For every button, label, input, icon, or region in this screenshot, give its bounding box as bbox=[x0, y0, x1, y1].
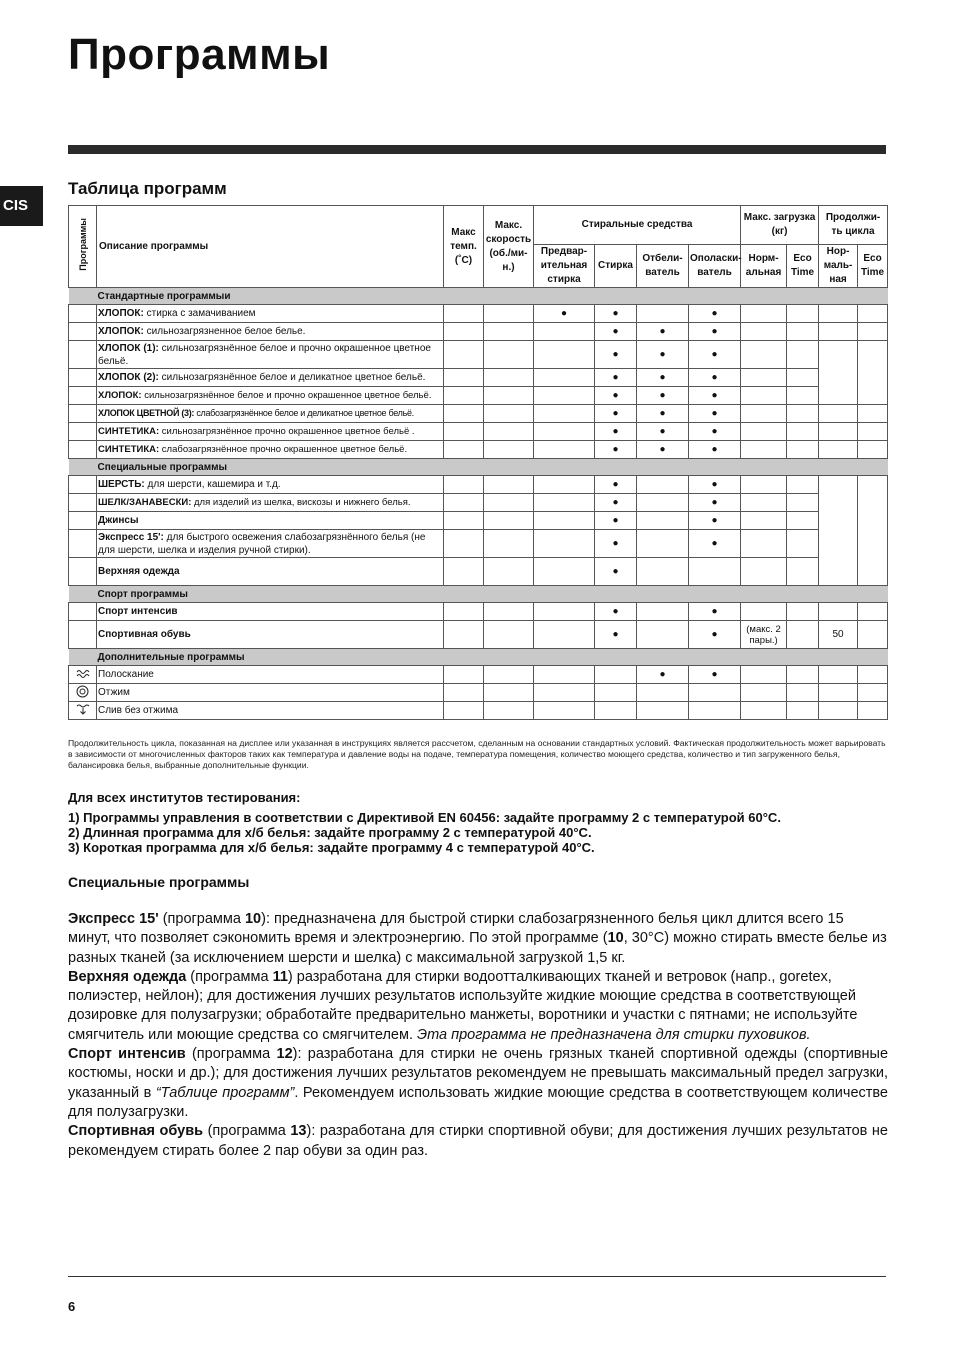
col-programs-header: Программы bbox=[69, 206, 97, 288]
table-row: Джинсы ● ● bbox=[69, 512, 888, 530]
table-row: Слив без отжима bbox=[69, 702, 888, 720]
section-row-extra: Дополнительные программы bbox=[69, 649, 888, 666]
table-row: Спорт интенсив ● ● bbox=[69, 603, 888, 621]
table-row: ХЛОПОК (2): сильнозагрязнённое белое и деликатное цветное бельё. ● ● ● bbox=[69, 369, 888, 387]
table-row: ХЛОПОК (1): сильнозагрязнённое белое и прочно окрашенное цветное бельё. ● ● ● bbox=[69, 341, 888, 369]
table-row: ХЛОПОК: сильнозагрязнённое белое и прочно окрашенное цветное бельё. ● ● ● bbox=[69, 387, 888, 405]
col-desc-header: Описание программы bbox=[97, 206, 444, 288]
region-tab: CIS bbox=[0, 186, 43, 226]
table-row: ХЛОПОК: стирка с замачиванием ● ● ● bbox=[69, 305, 888, 323]
testing-heading: Для всех институтов тестирования: bbox=[68, 790, 301, 805]
table-row: Спортивная обувь ● ● (макс. 2 пары.) 50 bbox=[69, 621, 888, 649]
duration-note: Продолжительность цикла, показанная на дисплее или указанная в инструкциях является рассчетом, сделанным на основании стандартных условий. Фактическая продолжительность может варьировать в зависимости от многочисленных факторов таких как температура и давление воды на подаче, температура помещения, количество моющего средства, количество и тип загруженного белья, балансировка белья, выбранные дополнительные функции. bbox=[68, 738, 886, 770]
table-row: Отжим bbox=[69, 684, 888, 702]
special-programs-text bbox=[68, 910, 888, 1161]
col-duration-header: Продолжи- ть цикла bbox=[819, 206, 888, 245]
col-prewash-header: Предвар- ительная стирка bbox=[534, 245, 595, 288]
paragraph-sport-shoes: Спортивная обувь (программа 13): разработана для стирки спортивной обуви; для достижения лучших результатов не рекомендуем стирать более 2 пар обуви за один раз. bbox=[68, 1123, 888, 1159]
col-temp-header: Макс темп. (˚С) bbox=[444, 206, 484, 288]
table-row: ШЕРСТЬ: для шерсти, кашемира и т.д. ● ● bbox=[69, 476, 888, 494]
col-wash-header: Стирка bbox=[595, 245, 637, 288]
table-row: СИНТЕТИКА: сильнозагрязнённое прочно окрашенное цветное бельё . ● ● ● bbox=[69, 423, 888, 441]
col-dur-eco-header: Eco Time bbox=[858, 245, 888, 288]
testing-line-1: 1) Программы управления в соответствии с Директивой EN 60456: задайте программу 2 с температурой 60°C. bbox=[68, 810, 781, 825]
table-row: Экспресс 15': для быстрого освежения слабозагрязнённого белья (не для шерсти, шелка и изделия ручной стирки). ● ● bbox=[69, 530, 888, 558]
table-row: Полоскание ● ● bbox=[69, 666, 888, 684]
section-row-standard: Стандартные программыи bbox=[69, 288, 888, 305]
spin-icon bbox=[69, 684, 97, 702]
table-row: Верхняя одежда ● bbox=[69, 558, 888, 586]
testing-line-3: 3) Короткая программа для х/б белья: задайте программу 4 с температурой 40°C. bbox=[68, 840, 595, 855]
drain-icon bbox=[69, 702, 97, 720]
footer-divider bbox=[68, 1276, 886, 1277]
section-row-sport: Спорт программы bbox=[69, 586, 888, 603]
page-number: 6 bbox=[68, 1299, 76, 1314]
testing-line-2: 2) Длинная программа для х/б белья: задайте программу 2 с температурой 40°C. bbox=[68, 825, 592, 840]
section-title: Таблица программ bbox=[68, 179, 227, 198]
special-programs-heading: Специальные программы bbox=[68, 874, 250, 890]
paragraph-express: Экспресс 15' (программа 10): предназначена для быстрой стирки слабозагрязненного белья цикл длится всего 15 минут, что позволяет сэкономить время и электроэнергию. По этой программе (10, 30°C) можно стирать вместе белье из разных тканей (за исключением шерсти и шелка) с максимальной загрузкой 1,5 кг. bbox=[68, 911, 887, 966]
col-load-normal-header: Норм- альная bbox=[741, 245, 787, 288]
table-row: СИНТЕТИКА: слабозагрязнённое прочно окрашенное цветное бельё. ● ● ● bbox=[69, 441, 888, 459]
col-softener-header: Ополаски- ватель bbox=[689, 245, 741, 288]
table-row: ХЛОПОК: сильнозагрязненное белое белье. ● ● ● bbox=[69, 323, 888, 341]
page-title: Программы bbox=[68, 30, 331, 79]
col-detergents-header: Стиральные средства bbox=[534, 206, 741, 245]
paragraph-outerwear: Верхняя одежда (программа 11) разработана для стирки водоотталкивающих тканей и ветровок (напр., goretex, полиэстер, нейлон); для достижения лучших результатов используйте жидкие моющие средства в соответствующей дозировке для полузагрузки; обработайте предварительно манжеты, воротники и участки с пятнами; не используйте смягчитель или моющие средства со смягчителем. Эта программа не предназначена для стирки пуховиков. bbox=[68, 968, 858, 1043]
testing-institutes-block bbox=[68, 790, 888, 855]
col-load-eco-header: Eco Time bbox=[787, 245, 819, 288]
table-row: ХЛОПОК ЦВЕТНОЙ (3): слабозагрязнённое белое и деликатное цветное бельё. ● ● ● bbox=[69, 405, 888, 423]
title-divider bbox=[68, 145, 886, 154]
section-row-special: Специальные программы bbox=[69, 459, 888, 476]
table-row: ШЕЛК/ЗАНАВЕСКИ: для изделий из шелка, вискозы и нижнего белья. ● ● bbox=[69, 494, 888, 512]
col-dur-normal-header: Нор- маль- ная bbox=[819, 245, 858, 288]
paragraph-sport-intensive: Спорт интенсив (программа 12): разработана для стирки не очень грязных тканей спортивной одежды (спортивные костюмы, носки и др.); для достижения лучших результатов рекомендуем не превышать максимальный предел загрузки, указанный в “Таблице программ”. Рекомендуем использовать жидкие моющие средства в соответствующем количестве для полузагрузки. bbox=[68, 1046, 889, 1120]
rinse-icon bbox=[69, 666, 97, 684]
programs-table bbox=[68, 205, 888, 720]
col-speed-header: Макс. скорость (об./ми- н.) bbox=[484, 206, 534, 288]
col-load-header: Макс. загрузка (кг) bbox=[741, 206, 819, 245]
col-bleach-header: Отбели- ватель bbox=[637, 245, 689, 288]
